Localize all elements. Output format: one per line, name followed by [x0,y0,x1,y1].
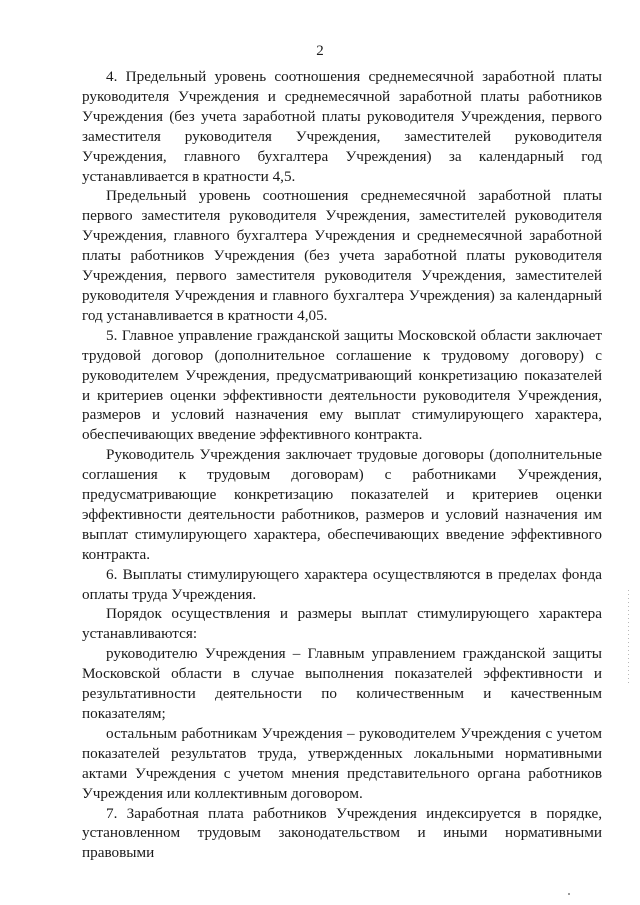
paragraph-6-incentive-procedure: Порядок осуществления и размеры выплат стимулирующего характера устанавливаются: [82,605,602,643]
paragraph-7-indexation: 7. Заработная плата работников Учреждения индексируется в порядке, установленном трудовым законодательством и иными нормативными правовыми [82,804,602,862]
paragraph-6-incentive-staff: остальным работникам Учреждения – руководителем Учреждения с учетом показателей результатов труда, утвержденных локальными нормативными актами Учреждения с учетом мнения представительного органа работников Учреждения или коллективным договором. [82,724,602,802]
document-body [82,67,602,863]
page-number: 2 [316,43,324,59]
paragraph-5-contract-head: 5. Главное управление гражданской защиты Московской области заключает трудовой договор (дополнительное соглашение к трудовому договору) с руководителем Учреждения, предусматривающий конкретизацию показателей и критериев оценки эффективности деятельности руководителя Учреждения, размеров и условий назначения ему выплат стимулирующего характера, обеспечивающих введение эффективного контракта. [82,326,602,444]
scan-artifact-mark [628,590,629,685]
paragraph-6-incentive-head: руководителю Учреждения – Главным управлением гражданской защиты Московской области в случае выполнения показателей эффективности и результативности деятельности по количественным и качественным показателям; [82,645,602,722]
paragraph-5-contract-staff: Руководитель Учреждения заключает трудовые договоры (дополнительные соглашения к трудовым договорам) с работниками Учреждения, предусматривающие конкретизацию показателей и критериев оценки эффективности деятельности работников, размеров и условий назначения им выплат стимулирующего характера, обеспечивающих введение эффективного контракта. [82,446,602,563]
paragraph-4-ratio-deputies: Предельный уровень соотношения среднемесячной заработной платы первого заместителя руководителя Учреждения, заместителей руководителя Учреждения, главного бухгалтера Учреждения и среднемесячной заработной платы работников Учреждения (без учета заработной платы руководителя Учреждения, первого заместителя руководителя Учреждения, заместителей руководителя Учреждения и главного бухгалтера Учреждения) за календарный год устанавливается в кратности 4,05. [82,187,602,324]
paragraph-4-ratio-head: 4. Предельный уровень соотношения среднемесячной заработной платы руководителя Учреждения и среднемесячной заработной платы работников Учреждения (без учета заработной платы руководителя Учреждения, первого заместителя руководителя Учреждения, заместителей руководителя Учреждения, главного бухгалтера Учреждения) за календарный год устанавливается в кратности 4,5. [82,68,602,185]
scan-artifact-dot [568,893,570,895]
paragraph-6-incentive-fund: 6. Выплаты стимулирующего характера осуществляются в пределах фонда оплаты труда Учреждения. [82,565,602,603]
